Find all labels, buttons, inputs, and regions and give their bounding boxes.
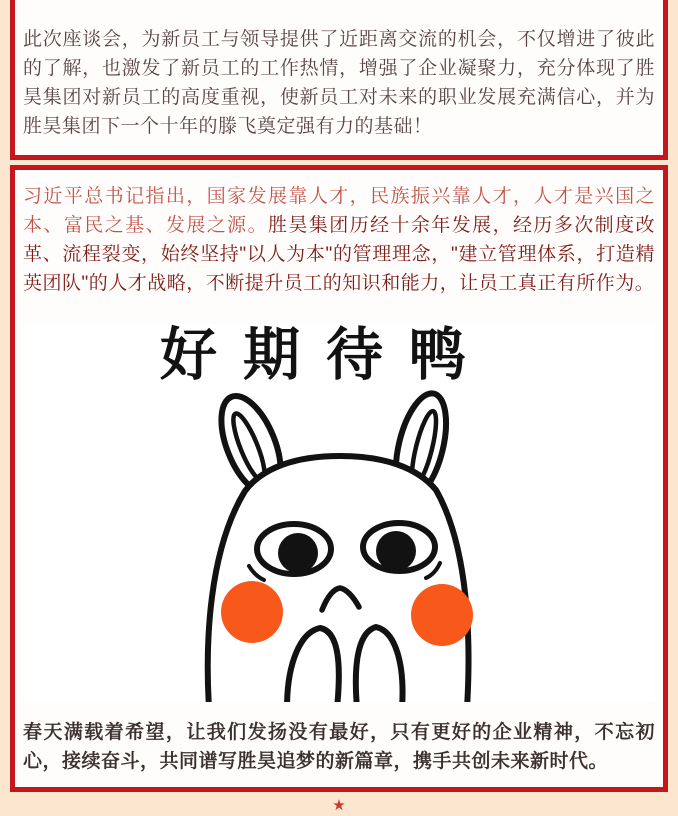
talent-box <box>10 165 668 792</box>
left-cheek <box>221 581 283 643</box>
star-separator-icon: ★ <box>332 797 346 814</box>
right-pupil <box>376 531 416 571</box>
right-cheek <box>411 584 473 646</box>
rabbit-meme-image <box>23 324 655 702</box>
summary-paragraph: 此次座谈会，为新员工与领导提供了近距离交流的机会，不仅增进了彼此的了解，也激发了新员工的工作热情，增强了企业凝聚力，充分体现了胜昊集团对新员工的高度重视，使新员工对未来的职业发展充满信心，并为胜昊集团下一个十年的滕飞奠定强有力的基础！ <box>23 29 655 137</box>
talent-paragraph <box>23 182 655 298</box>
summary-box <box>10 0 668 160</box>
closing-paragraph: 春天满载着希望，让我们发扬没有最好，只有更好的企业精神，不忘初心，接续奋斗，共同谱写胜昊追梦的新篇章，携手共创未来新时代。 <box>23 722 655 772</box>
meme-caption: 好期待鸭 <box>160 323 492 387</box>
company-strategy-sentence: 胜昊集团历经十余年发展，经历多次制度改革、流程裂变，始终坚持"以人为本"的管理理念，"建立管理体系，打造精英团队"的人才战略，不断提升员工的知识和能力，让员工真正有所作为。 <box>23 215 655 294</box>
rabbit-illustration <box>199 390 479 702</box>
left-pupil <box>278 533 318 573</box>
leader-quote-sentence: 习近平总书记指出，国家发展靠人才，民族振兴靠人才，人才是兴国之本、富民之基、发展之源。 <box>23 186 655 236</box>
